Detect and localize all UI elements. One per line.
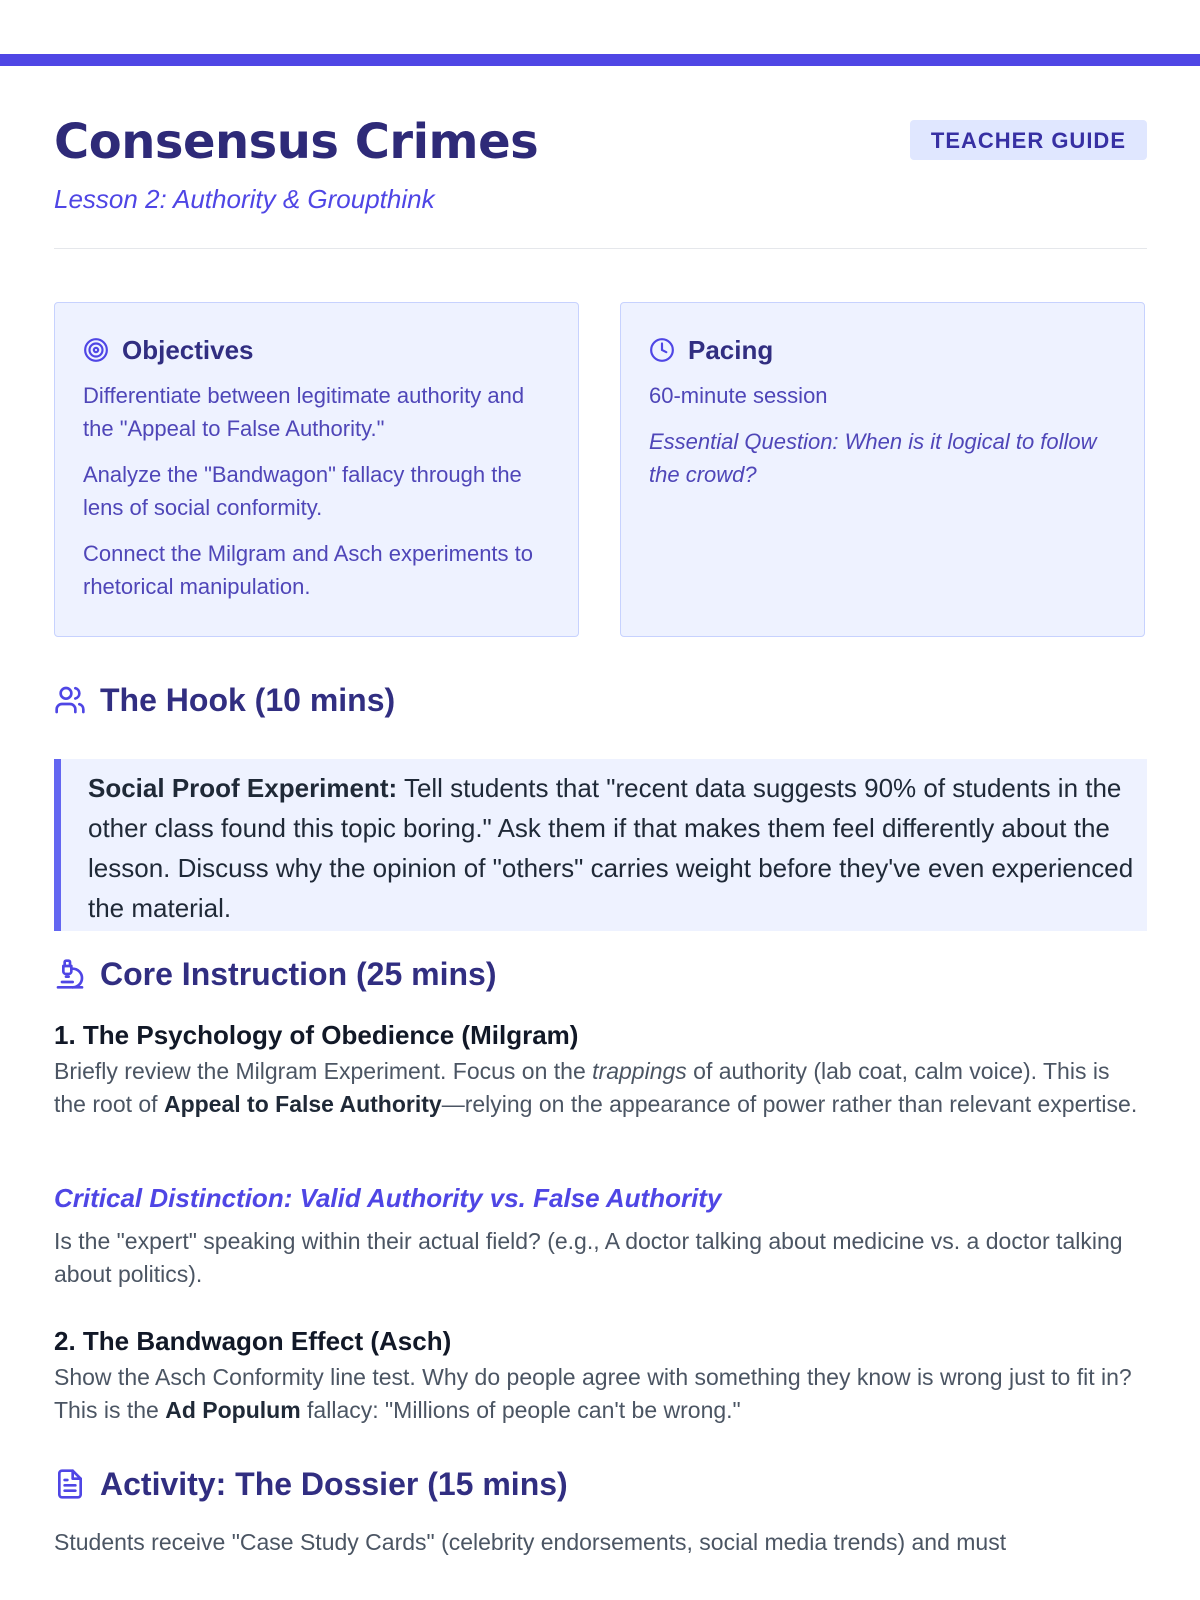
activity-text: Students receive "Case Study Cards" (celebrity endorsements, social media trends) and must (54, 1529, 1007, 1555)
hook-section-header (54, 680, 395, 720)
lesson-subtitle: Lesson 2: Authority & Groupthink (54, 184, 435, 214)
document-icon (54, 1468, 86, 1500)
pacing-header (649, 333, 1116, 367)
milgram-text-part: of authority (lab coat, calm voice). This is the root of (54, 1058, 1110, 1117)
lesson-page (54, 66, 1147, 1555)
session-length: 60-minute session (649, 383, 828, 408)
core-section-header (54, 954, 497, 994)
hook-body: Tell students that "recent data suggests 90% of students in the other class found this topic boring." Ask them if that makes them feel differently about the lesson. Discuss why the opinion of "others" carries weight before they've even experienced the material. (88, 773, 1134, 923)
essential-question: Essential Question: When is it logical to follow the crowd? (649, 429, 1097, 487)
milgram-bold-term: Appeal to False Authority (163, 1091, 442, 1117)
hook-title: The Hook (10 mins) (100, 681, 396, 718)
asch-bold-term: Ad Populum (165, 1397, 301, 1423)
pacing-card (620, 302, 1145, 637)
asch-text-part: Show the Asch Conformity line test. Why do people agree with something they know is wrong just to fit in? This is the (54, 1364, 1132, 1423)
asch-text-part: fallacy: "Millions of people can't be wrong." (300, 1397, 741, 1423)
milgram-text-part: —relying on the appearance of power rather than relevant expertise. (441, 1091, 1138, 1117)
milgram-text-part: Briefly review the Milgram Experiment. Focus on the (54, 1058, 593, 1084)
activity-title: Activity: The Dossier (15 mins) (100, 1465, 568, 1502)
distinction-text: Is the "expert" speaking within their actual field? (e.g., A doctor talking about medicine vs. a doctor talking about politics). (54, 1228, 1123, 1287)
objectives-title: Objectives (122, 334, 254, 365)
objective-item: Connect the Milgram and Asch experiments to rhetorical manipulation. (83, 541, 534, 599)
top-accent-bar (0, 54, 1200, 66)
target-icon (83, 337, 109, 363)
objectives-header (83, 333, 550, 367)
clock-icon (649, 337, 675, 363)
overview-cards (54, 302, 1147, 639)
objective-item: Differentiate between legitimate authority and the "Appeal to False Authority." (83, 383, 525, 441)
milgram-text (54, 1055, 1147, 1121)
microscope-icon (54, 958, 86, 990)
hook-lead: Social Proof Experiment: (88, 773, 398, 803)
core-title: Core Instruction (25 mins) (100, 955, 497, 992)
distinction-heading: Critical Distinction: Valid Authority vs. False Authority (54, 1183, 722, 1213)
hook-callout (54, 759, 1147, 931)
milgram-emphasis: trappings (592, 1058, 687, 1084)
users-icon (54, 684, 86, 716)
milgram-heading: 1. The Psychology of Obedience (Milgram) (54, 1020, 579, 1050)
lesson-header (54, 66, 1147, 249)
asch-heading: 2. The Bandwagon Effect (Asch) (54, 1326, 452, 1356)
activity-section-header (54, 1464, 568, 1504)
objective-item: Analyze the "Bandwagon" fallacy through the lens of social conformity. (83, 462, 522, 520)
objectives-card (54, 302, 579, 637)
teacher-guide-badge: TEACHER GUIDE (910, 120, 1147, 160)
pacing-title: Pacing (688, 334, 774, 365)
page-title: Consensus Crimes (54, 114, 539, 170)
asch-text (54, 1361, 1147, 1427)
